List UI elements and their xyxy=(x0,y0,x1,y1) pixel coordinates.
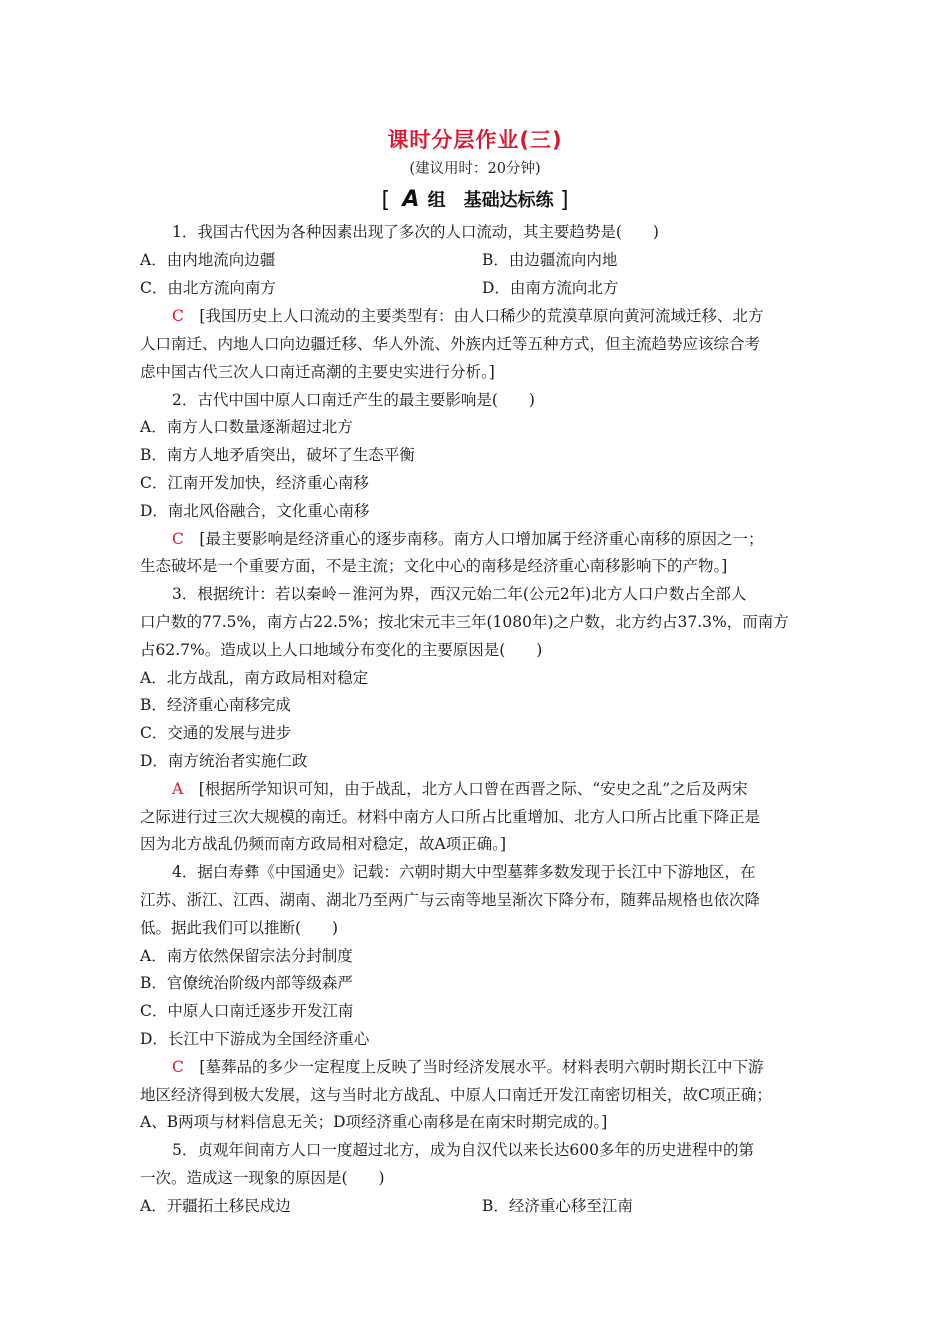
q3-stem-1: 3．根据统计：若以秦岭－淮河为界，西汉元始二年(公元2年)北方人口户数占全部人 xyxy=(172,585,747,603)
q5-option-a: A．开疆拓土移民戍边 xyxy=(140,1197,291,1215)
q3-exp-1: [根据所学知识可知，由于战乱，北方人口曾在西晋之际、“安史之乱”之后及两宋 xyxy=(198,780,748,798)
q5-option-b: B．经济重心移至江南 xyxy=(482,1197,633,1215)
q2-exp-1: [最主要影响是经济重心的逐步南移。南方人口增加属于经济重心南移的原因之一； xyxy=(199,530,764,548)
q1-answer: C xyxy=(172,307,184,325)
q1-option-c: C．由北方流向南方 xyxy=(140,279,276,297)
bracket-open: [ xyxy=(381,188,391,213)
q1-option-d: D．由南方流向北方 xyxy=(482,279,619,297)
q4-option-a: A．南方依然保留宗法分封制度 xyxy=(140,947,353,965)
q3-option-b: B．经济重心南移完成 xyxy=(140,696,291,714)
q2-stem: 2．古代中国中原人口南迁产生的最主要影响是( ) xyxy=(172,391,535,409)
q1-exp-2: 人口南迁、内地人口向边疆迁移、华人外流、外族内迁等五种方式，但主流趋势应该综合考 xyxy=(140,335,761,353)
q4-exp-2: 地区经济得到极大发展，这与当时北方战乱、中原人口南迁开发江南密切相关，故C项正确； xyxy=(140,1086,772,1104)
group-label: 组 基础达标练 xyxy=(427,190,554,211)
q1-stem: 1．我国古代因为各种因素出现了多次的人口流动，其主要趋势是( ) xyxy=(172,223,659,241)
q2-exp-2: 生态破坏是一个重要方面，不是主流；文化中心的南移是经济重心南移影响下的产物。] xyxy=(140,557,728,575)
q3-stem-2: 口户数的77.5%，南方占22.5%；按北宋元丰三年(1080年)之户数，北方约占37.3%，而南方 xyxy=(140,613,789,631)
q4-exp-3: A、B两项与材料信息无关；D项经济重心南移是在南宋时期完成的。] xyxy=(140,1113,608,1131)
q3-stem-3: 占62.7%。造成以上人口地域分布变化的主要原因是( ) xyxy=(140,641,543,659)
q3-option-d: D．南方统治者实施仁政 xyxy=(140,752,308,770)
q2-option-c: C．江南开发加快，经济重心南移 xyxy=(140,474,369,492)
q1-exp-3: 虑中国古代三次人口南迁高潮的主要史实进行分析。] xyxy=(140,363,495,381)
bracket-close: ] xyxy=(559,188,569,213)
q3-exp-3: 因为北方战乱仍频而南方政局相对稳定，故A项正确。] xyxy=(140,835,506,853)
q3-option-a: A．北方战乱，南方政局相对稳定 xyxy=(140,669,369,687)
q4-explanation-line xyxy=(172,1057,852,1077)
group-letter: A xyxy=(402,187,420,212)
q4-option-b: B．官僚统治阶级内部等级森严 xyxy=(140,974,353,992)
q4-answer: C xyxy=(172,1058,184,1076)
q2-explanation-line xyxy=(172,529,852,549)
q1-exp-1: [我国历史上人口流动的主要类型有：由人口稀少的荒漠草原向黄河流域迁移、北方 xyxy=(199,307,764,325)
q3-answer: A xyxy=(172,780,184,798)
q3-exp-2: 之际进行过三次大规模的南迁。材料中南方人口所占比重增加、北方人口所占比重下降正是 xyxy=(140,808,761,826)
q4-stem-2: 江苏、浙江、江西、湖南、湖北乃至两广与云南等地呈渐次下降分布，随葬品规格也依次降 xyxy=(140,891,761,909)
time-hint: (建议用时：20分钟) xyxy=(409,161,541,177)
page-title: 课时分层作业(三) xyxy=(387,128,563,152)
q1-option-a: A．由内地流向边疆 xyxy=(140,251,276,269)
q4-option-d: D．长江中下游成为全国经济重心 xyxy=(140,1030,370,1048)
q4-exp-1: [墓葬品的多少一定程度上反映了当时经济发展水平。材料表明六朝时期长江中下游 xyxy=(199,1058,764,1076)
q4-stem-3: 低。据此我们可以推断( ) xyxy=(140,919,339,937)
q2-answer: C xyxy=(172,530,184,548)
q5-stem-1: 5．贞观年间南方人口一度超过北方，成为自汉代以来长达600多年的历史进程中的第 xyxy=(172,1141,754,1159)
q2-option-b: B．南方人地矛盾突出，破坏了生态平衡 xyxy=(140,446,415,464)
section-heading xyxy=(0,186,950,212)
q1-option-b: B．由边疆流向内地 xyxy=(482,251,618,269)
q3-option-c: C．交通的发展与进步 xyxy=(140,724,292,742)
q4-stem-1: 4．据白寿彝《中国通史》记载：六朝时期大中型墓葬多数发现于长江中下游地区，在 xyxy=(172,863,756,881)
q3-explanation-line xyxy=(172,779,852,799)
q2-option-d: D．南北风俗融合，文化重心南移 xyxy=(140,502,370,520)
q5-stem-2: 一次。造成这一现象的原因是( ) xyxy=(140,1169,385,1187)
q4-option-c: C．中原人口南迁逐步开发江南 xyxy=(140,1002,354,1020)
q1-explanation-line xyxy=(172,306,852,326)
q2-option-a: A．南方人口数量逐渐超过北方 xyxy=(140,418,353,436)
